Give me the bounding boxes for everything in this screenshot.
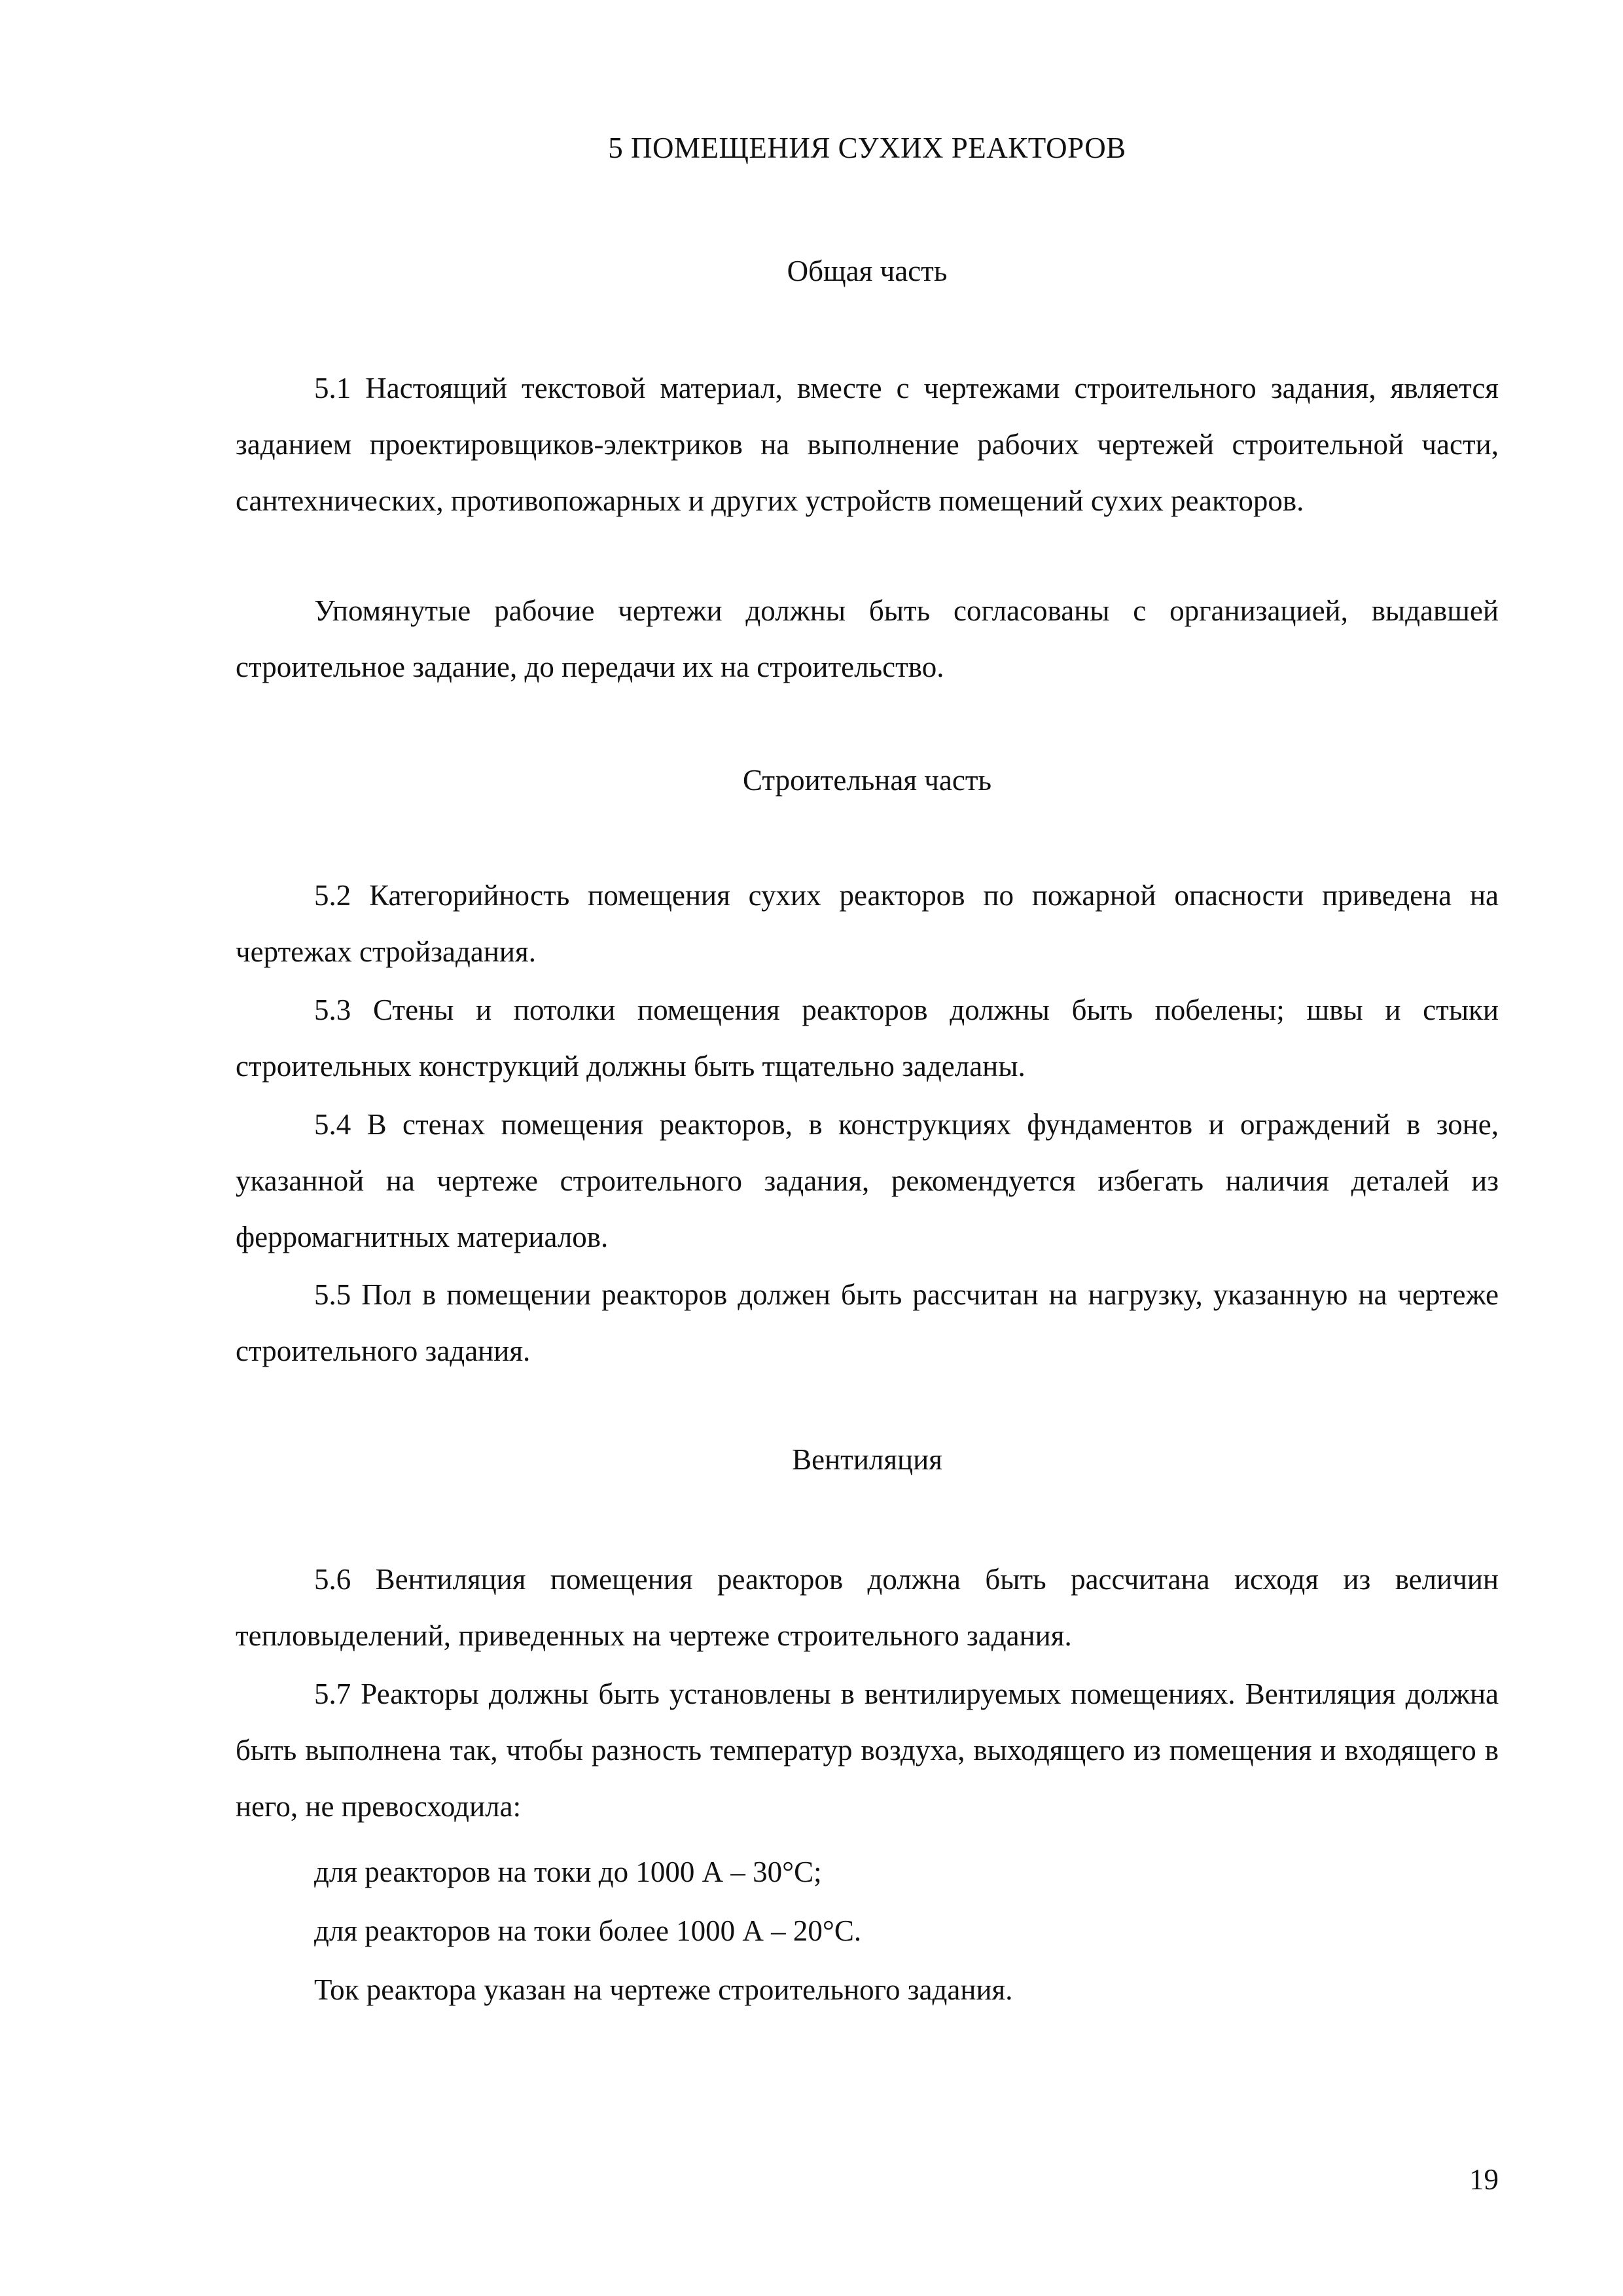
paragraph-5-7: 5.7 Реакторы должны быть установлены в вентилируемых помещениях. Вентиляция должна быть выполнена так, чтобы разность температур воздуха, выходящего из помещения и входящего в него, не превосходила: [236, 1677, 1499, 1823]
page-title: 5 ПОМЕЩЕНИЯ СУХИХ РЕАКТОРОВ [608, 132, 1126, 164]
list-line-over-1000a: для реакторов на токи более 1000 А – 20°С. [314, 1914, 862, 1947]
paragraph-5-6: 5.6 Вентиляция помещения реакторов должна быть рассчитана исходя из величин тепловыделений, приведенных на чертеже строительного задания. [236, 1563, 1499, 1652]
paragraph-5-2: 5.2 Категорийность помещения сухих реакторов по пожарной опасности приведена на чертежах стройзадания. [236, 879, 1499, 968]
paragraph-5-1: 5.1 Настоящий текстовой материал, вместе с чертежами строительного задания, является заданием проектировщиков-электриков на выполнение рабочих чертежей строительной части, сантехнических, противопожарных и других устройств помещений сухих реакторов. [236, 372, 1499, 517]
paragraph-approval: Упомянутые рабочие чертежи должны быть согласованы с организацией, выдавшей строительное задание, до передачи их на строительство. [236, 594, 1499, 683]
list-line-up-to-1000a: для реакторов на токи до 1000 А – 30°С; [314, 1856, 822, 1888]
paragraph-5-4: 5.4 В стенах помещения реакторов, в конструкциях фундаментов и ограждений в зоне, указанной на чертеже строительного задания, рекомендуется избегать наличия деталей из ферромагнитных материалов. [236, 1108, 1499, 1253]
page-number: 19 [1469, 2163, 1499, 2196]
closing-line-reactor-current: Ток реактора указан на чертеже строительного задания. [314, 1973, 1013, 2006]
paragraph-5-5: 5.5 Пол в помещении реакторов должен быть рассчитан на нагрузку, указанную на чертеже строительного задания. [236, 1278, 1499, 1367]
section-heading-general: Общая часть [787, 255, 948, 287]
section-heading-ventilation: Вентиляция [792, 1443, 942, 1476]
section-heading-construction: Строительная часть [742, 764, 992, 797]
paragraph-5-3: 5.3 Стены и потолки помещения реакторов должны быть побелены; швы и стыки строительных конструкций должны быть тщательно заделаны. [236, 994, 1499, 1083]
